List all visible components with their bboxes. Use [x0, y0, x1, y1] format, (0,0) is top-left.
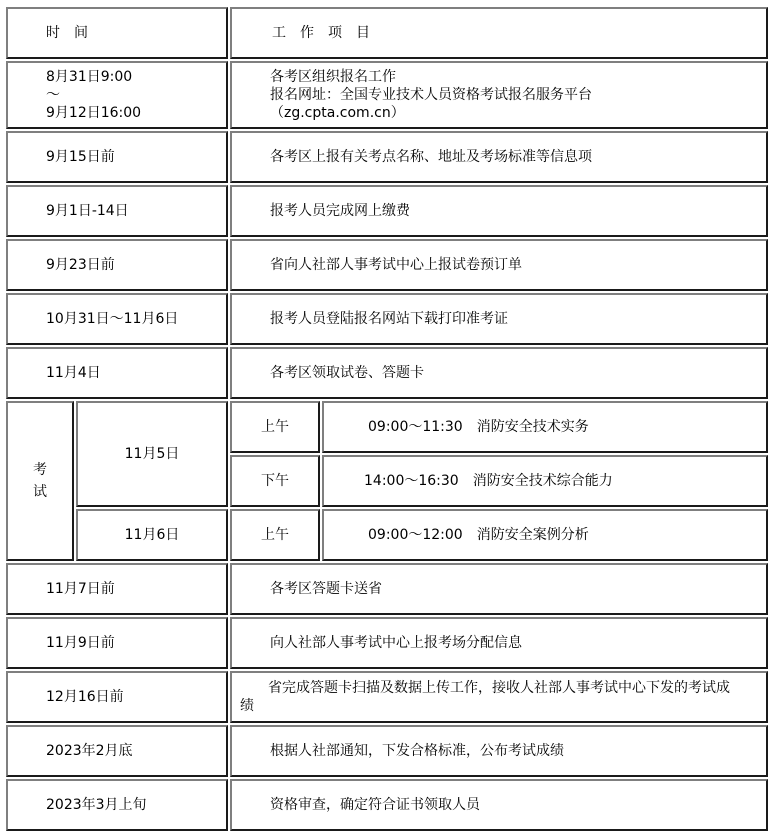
row-time: 9月1日-14日	[6, 185, 228, 237]
exam-session-period: 上午	[230, 509, 320, 561]
exam-session-detail: 09:00～12:00 消防安全案例分析	[322, 509, 768, 561]
exam-session-period: 上午	[230, 401, 320, 453]
row-time: 8月31日9:00 ～ 9月12日16:00	[6, 61, 228, 129]
row-item: 省向人社部人事考试中心上报试卷预订单	[230, 239, 768, 291]
row-item: 报考人员登陆报名网站下载打印准考证	[230, 293, 768, 345]
row-item: 各考区答题卡送省	[230, 563, 768, 615]
row-item: 报考人员完成网上缴费	[230, 185, 768, 237]
row-item: 根据人社部通知，下发合格标准，公布考试成绩	[230, 725, 768, 777]
row-time: 12月16日前	[6, 671, 228, 723]
exam-session-detail: 14:00～16:30 消防安全技术综合能力	[322, 455, 768, 507]
row-time: 11月9日前	[6, 617, 228, 669]
row-item: 省完成答题卡扫描及数据上传工作，接收人社部人事考试中心下发的考试成绩	[230, 671, 768, 723]
row-time: 11月7日前	[6, 563, 228, 615]
exam-day-date: 11月5日	[76, 401, 228, 507]
row-time: 2023年2月底	[6, 725, 228, 777]
row-time: 9月15日前	[6, 131, 228, 183]
exam-day-date: 11月6日	[76, 509, 228, 561]
exam-label: 考 试	[6, 401, 74, 561]
row-item: 资格审查，确定符合证书领取人员	[230, 779, 768, 831]
row-time: 9月23日前	[6, 239, 228, 291]
exam-session-detail: 09:00～11:30 消防安全技术实务	[322, 401, 768, 453]
row-item: 各考区上报有关考点名称、地址及考场标准等信息项	[230, 131, 768, 183]
row-item: 各考区组织报名工作 报名网址：全国专业技术人员资格考试报名服务平台 （zg.cpta.com.cn）	[230, 61, 768, 129]
row-time: 10月31日～11月6日	[6, 293, 228, 345]
row-time: 11月4日	[6, 347, 228, 399]
header-item: 工 作 项 目	[230, 7, 768, 59]
exam-session-period: 下午	[230, 455, 320, 507]
row-time: 2023年3月上旬	[6, 779, 228, 831]
row-item: 各考区领取试卷、答题卡	[230, 347, 768, 399]
header-time: 时 间	[6, 7, 228, 59]
row-item: 向人社部人事考试中心上报考场分配信息	[230, 617, 768, 669]
